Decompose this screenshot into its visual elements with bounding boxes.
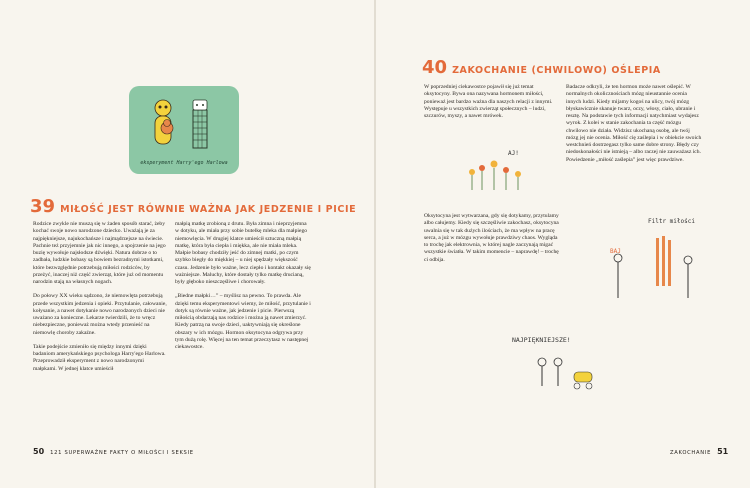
section-40-heading [422, 57, 661, 78]
right-column-a-top [424, 84, 559, 127]
harlow-illustration [129, 86, 239, 174]
right-column-b [566, 84, 703, 171]
flower-person-doodle [462, 150, 532, 198]
left-column-1 [33, 221, 169, 380]
najpiekniejsze-label: NAJPIĘKNIEJSZE! [512, 336, 571, 344]
love-filter-doodle [608, 218, 698, 308]
filter-bars-drawing [608, 218, 698, 308]
right-footer [664, 447, 728, 456]
section-number: 39 [30, 196, 56, 217]
page-number: 51 [717, 447, 729, 456]
section-title: MIŁOŚĆ JEST RÓWNIE WAŻNA JAK JEDZENIE I PICIE [60, 204, 357, 215]
family-doodle [512, 336, 622, 406]
page-number: 50 [33, 447, 45, 456]
filter-label: Filtr miłości [648, 218, 695, 225]
running-head: ZAKOCHANIE [670, 450, 712, 456]
running-head: 121 SUPERWAŻNE FAKTY O MIŁOŚCI I SEKSIE [50, 450, 194, 456]
section-title: ZAKOCHANIE (CHWILOWO) OŚLEPIA [452, 65, 661, 76]
flowers-drawing [462, 150, 532, 198]
right-column-a-bottom [424, 213, 559, 271]
paragraph: „Biedne małpki…” – myślisz na pewno. To prawda. Ale dzięki temu eksperymentowi wiemy, że miłość, przytulanie i dotyk są równie ważne, jak jedzenie i picie. Pierwszą miłością obdarzają nas rodzice i można ją nawet zmierzyć. Kiedy patrzą na swoje dzieci, uaktywniają się określone obszary w ich mózgu. Hormon oksytocyna odgrywa przy tym dużą rolę. Więcej na ten temat przeczytasz w następnej ciekawostce. [175, 293, 311, 350]
section-39-heading [30, 196, 356, 217]
parents-and-stroller-drawing [512, 336, 622, 406]
illustration-caption: eksperyment Harry'ego Harlowa [140, 160, 228, 166]
section-number: 40 [422, 57, 448, 78]
paragraph: Badacze odkryli, że ten hormon może nawet oślepić. W normalnych okolicznościach mózg nieustannie ocenia innych ludzi. Kiedy mijamy kogoś na ulicy, twój mózg błyskawicznie skanuje twarz, oczy, włosy, ciało, ubranie i resztę. Na podstawie tych informacji natychmiast wydajesz wyrok. Z kolei w stanie zakochania ta część mózgu chwilowo nie działa. Widzisz ukochaną osobę, ale twój mózg jej nie ocenia. Miłość cię zaślepia i w obiekcie swoich westchnień dostrzegasz tylko same dobre strony. Błędy czy niedoskonałości nie istnieją – albo raczej nie zauważasz ich. Powiedzenie „miłość zaślepia” jest więc prawdziwe. [566, 84, 702, 163]
paragraph: małpią matkę zrobioną z drutu. Była zimna i nieprzyjemna w dotyku, ale miała przy sobie butelkę mleka dla małpiego niemowlęcia. W drugiej klatce umieścił sztuczną małpią matkę, która była ciepła i miękka, ale nie miała mleka. Małpie bobasy chodziły jeść do zimnej matki, po czym szybko biegły do miękkiej – u niej spędzały większość czasu. Jedzenie było ważne, lecz ciepło i kontakt okazały się ważniejsze. Maluchy, które dostały tylko matkę drucianą, były głęboko nieszczęśliwe i chorowały. [175, 221, 311, 285]
aj-label: AJ! [508, 150, 519, 157]
left-footer [33, 447, 200, 456]
paragraph: W poprzedniej ciekawostce pojawił się już temat oksytocyny. Bywa ona nazywana hormonem miłości, ponieważ jest bardzo ważna dla naszych relacji z innymi. Występuje u wszystkich zwierząt społecznych – ludzi, szczurów, myszy, a nawet mrówek. [424, 84, 553, 119]
paragraph: Takie podejście zmieniło się między innymi dzięki badaniom amerykańskiego psychologa Harry'ego Harlowa. Przeprowadził eksperyment z nowo narodzonymi małpkami. W jednej klatce umieścił [33, 343, 166, 372]
baj-label: BAJ [610, 248, 621, 255]
paragraph: Do połowy XX wieku sądzono, że niemowlęta potrzebują przede wszystkim jedzenia i opieki. Przytulanie, całowanie, kołysanie, a nawet dotykanie nowo narodzonych dzieci nie uważano za konieczne. Lekarze twierdzili, że to wręcz niebezpieczne, ponieważ można wtedy przenieść na niemowlę choroby zakaźne. [33, 293, 167, 336]
left-column-2 [175, 221, 311, 358]
paragraph: Rodzice zwykle nie muszą się w żaden sposób starać, żeby kochać swoje nowo narodzone dziecko. Uważają je za najpiękniejsze, najukochańsze i najmądrzejsze na świecie. Pachnie też przyjemnie jak nic innego, a spojrzenie na jego buzię wywołuje najsłodsze dźwięki. Natura dobrze o to zadbała, ludzkie bobasy są bowiem bezradnymi istotkami, które bezwzględnie potrzebują miłości rodziców, by przeżyć, inaczej niż część zwierząt, które już od momentu narodzin stają na własnych nogach. [33, 221, 166, 285]
paragraph: Oksytocyna jest wytwarzana, gdy się dotykamy, przytulamy albo całujemy. Kiedy się szczęśliwie zakochasz, oksytocyna uwalnia się w tak dużych ilościach, że ma wpływ na pracę serca, a już w mózgu wywołuje prawdziwy chaos. Wygląda to trochę jak elektrownia, w której nagle zaczynają migać wszystkie światła. W takim momencie – naprawdę! – trochę ci odbija. [424, 213, 559, 263]
